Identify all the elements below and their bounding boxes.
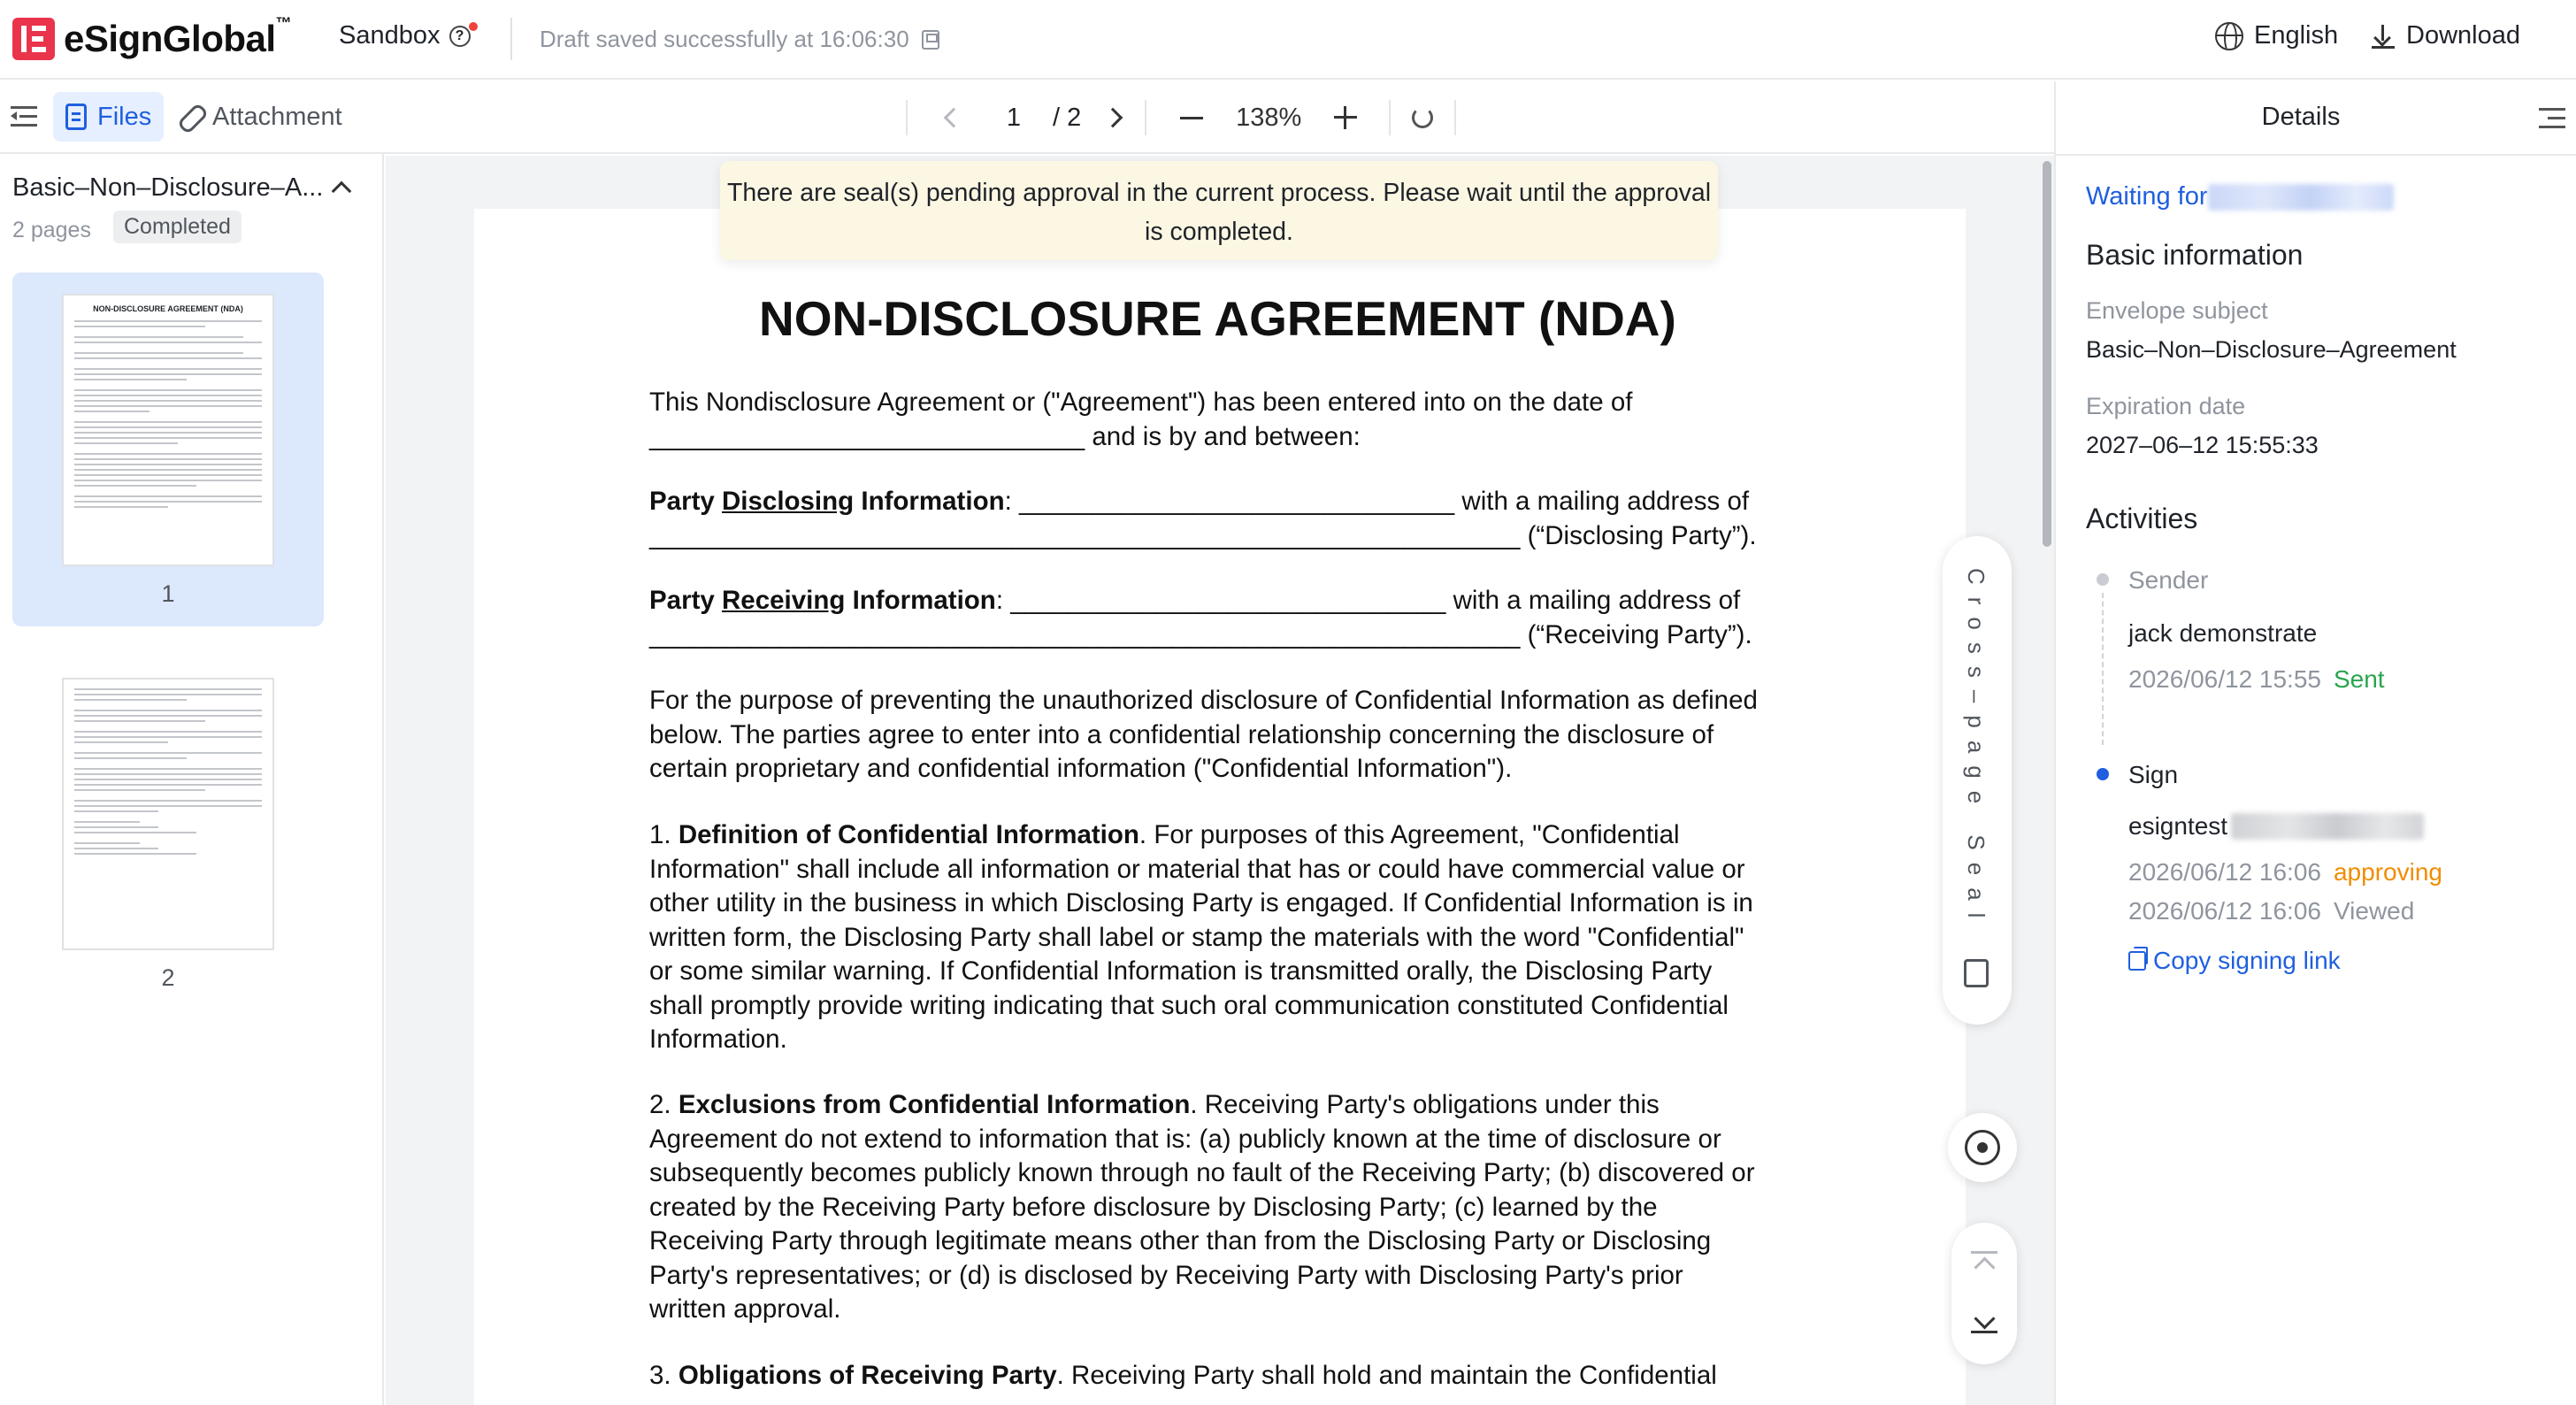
timeline-dot-active bbox=[2097, 768, 2109, 780]
document-title: NON-DISCLOSURE AGREEMENT (NDA) bbox=[759, 291, 1676, 346]
viewer-toolbar bbox=[0, 81, 2054, 154]
activity-role: Sign bbox=[2128, 761, 2179, 788]
notification-dot bbox=[469, 22, 478, 31]
language-selector[interactable] bbox=[2215, 21, 2338, 50]
details-title: Details bbox=[2261, 103, 2341, 131]
section-3-paragraph: 3. Obligations of Receiving Party. Receiving Party shall hold and maintain the Confidential bbox=[649, 1361, 1717, 1390]
page-total: / 2 bbox=[1053, 103, 1082, 132]
copy-icon bbox=[2128, 951, 2146, 971]
language-label: English bbox=[2254, 21, 2339, 50]
rotate-icon[interactable] bbox=[1412, 107, 1433, 128]
page-jump-controls bbox=[1951, 1223, 2017, 1364]
zoom-out-icon[interactable] bbox=[1180, 117, 1203, 119]
copy-signing-link-label: Copy signing link bbox=[2153, 947, 2341, 974]
file-icon bbox=[65, 104, 87, 130]
activity-time: 2026/06/12 15:55 Sent bbox=[2128, 665, 2385, 693]
toolbar-divider bbox=[1389, 100, 1391, 135]
details-header bbox=[2056, 81, 2576, 156]
collapse-sidebar-icon[interactable] bbox=[11, 104, 37, 129]
activity-name: jack demonstrate bbox=[2128, 619, 2318, 647]
toolbar-divider bbox=[1454, 100, 1456, 135]
header-divider bbox=[510, 18, 512, 60]
page-number-input[interactable]: 1 bbox=[1006, 103, 1022, 132]
timeline-dot bbox=[2097, 573, 2109, 586]
activities-heading: Activities bbox=[2086, 503, 2198, 534]
collapse-details-icon[interactable] bbox=[2539, 106, 2565, 131]
disclosing-party-paragraph: Party Disclosing Information: ______________________________ with a mailing address of ____________________________________________________________ (“Disclosing Party”). bbox=[649, 487, 1757, 550]
basic-information-heading: Basic information bbox=[2086, 239, 2304, 271]
environment-text: Sandbox bbox=[339, 21, 441, 50]
seal-icon bbox=[1964, 959, 1989, 987]
top-header bbox=[0, 0, 2576, 80]
toolbar-divider bbox=[906, 100, 908, 135]
purpose-paragraph: For the purpose of preventing the unauthorized disclosure of Confidential Information as defined below. The parties agree to enter into a confidential relationship concerning the disclosure of certain proprietary and confidential information ("Confidential Information"). bbox=[649, 686, 1758, 783]
jump-to-top-icon[interactable] bbox=[1971, 1251, 1997, 1272]
help-icon[interactable]: ? bbox=[449, 26, 471, 47]
status-sent: Sent bbox=[2333, 665, 2385, 693]
page-thumbnail-number: 1 bbox=[161, 580, 175, 607]
status-badge: Completed bbox=[113, 211, 242, 243]
status-approving: approving bbox=[2333, 858, 2442, 886]
activity-time: 2026/06/12 16:06 approving bbox=[2128, 858, 2442, 886]
document-name[interactable]: Basic–Non–Disclosure–A... bbox=[12, 173, 324, 202]
page-thumbnail-image: NON-DISCLOSURE AGREEMENT (NDA) bbox=[62, 294, 274, 566]
status-viewed: Viewed bbox=[2333, 897, 2415, 925]
cross-page-seal-label: Cross–page Seal bbox=[1963, 568, 1990, 931]
jump-to-bottom-icon[interactable] bbox=[1971, 1311, 1997, 1334]
envelope-subject-value: Basic–Non–Disclosure–Agreement bbox=[2086, 336, 2457, 363]
receiving-party-paragraph: Party Receiving Information: ______________________________ with a mailing address of ____________________________________________________________ (“Receiving Party”). bbox=[649, 586, 1752, 649]
download-icon bbox=[2371, 23, 2396, 50]
toolbar-divider bbox=[1145, 100, 1146, 135]
paperclip-icon bbox=[177, 104, 203, 130]
zoom-level[interactable]: 138% bbox=[1236, 103, 1302, 132]
globe-icon bbox=[2215, 22, 2243, 50]
locate-button[interactable] bbox=[1948, 1113, 2017, 1182]
tab-attachment-label: Attachment bbox=[212, 102, 342, 131]
expiration-date-label: Expiration date bbox=[2086, 393, 2246, 419]
activity-time: 2026/06/12 16:06 Viewed bbox=[2128, 897, 2415, 925]
intro-paragraph: This Nondisclosure Agreement or ("Agreement") has been entered into on the date of ______________________________ and is by and between: bbox=[649, 388, 1633, 451]
page-navigation bbox=[906, 81, 1456, 154]
download-button[interactable] bbox=[2371, 21, 2520, 50]
brand-logo[interactable] bbox=[12, 14, 292, 60]
waiting-for-status: Waiting for bbox=[2086, 182, 2394, 211]
timeline-line bbox=[2102, 593, 2104, 745]
tab-attachment[interactable] bbox=[177, 92, 342, 142]
files-panel bbox=[0, 154, 384, 1405]
page-thumbnail[interactable] bbox=[12, 656, 324, 1010]
activity-name: esigntest bbox=[2128, 812, 2424, 841]
details-panel bbox=[2054, 81, 2576, 1405]
redacted-name bbox=[2208, 184, 2394, 211]
target-icon bbox=[1965, 1130, 2000, 1165]
previous-page-icon[interactable] bbox=[944, 108, 964, 128]
page-thumbnail[interactable] bbox=[12, 273, 324, 626]
tab-files[interactable] bbox=[53, 92, 164, 142]
copy-signing-link[interactable] bbox=[2128, 947, 2341, 975]
expiration-date-value: 2027–06–12 15:55:33 bbox=[2086, 432, 2319, 458]
document-scrollbar[interactable] bbox=[2043, 161, 2051, 547]
page-count: 2 pages bbox=[12, 218, 91, 242]
brand-logo-icon bbox=[12, 18, 55, 60]
draft-status: Draft saved successfully at 16:06:30 bbox=[540, 26, 939, 53]
seal-approval-notice: There are seal(s) pending approval in the current process. Please wait until the approval is completed. bbox=[720, 161, 1718, 260]
zoom-in-icon[interactable] bbox=[1334, 106, 1357, 129]
redacted-name bbox=[2231, 813, 2424, 840]
section-1-paragraph: 1. Definition of Confidential Information. For purposes of this Agreement, "Confidential Information" shall include all information or material that has or could have commercial value or other utility in the business in which Disclosing Party is engaged. If Confidential Information is in written form, the Disclosing Party shall label or stamp the materials with the word "Confidential" or some similar warning. If Confidential Information is transmitted orally, the Disclosing Party shall promptly provide writing indicating that such oral communication constituted Confidential Information. bbox=[649, 820, 1753, 1054]
page-thumbnail-number: 2 bbox=[161, 964, 175, 991]
page-thumbnail-image bbox=[62, 678, 274, 950]
next-page-icon[interactable] bbox=[1103, 108, 1123, 128]
brand-name: eSignGlobal™ bbox=[64, 14, 292, 59]
tab-files-label: Files bbox=[97, 102, 152, 131]
envelope-subject-label: Envelope subject bbox=[2086, 297, 2268, 324]
section-2-paragraph: 2. Exclusions from Confidential Information. Receiving Party's obligations under this Agreement do not extend to information that is: (a) publicly known at the time of disclosure or subsequently becomes publicly known through no fault of the Receiving Party; (b) discovered or created by the Receiving Party before disclosure by Disclosing Party; (c) learned by the Receiving Party through legitimate means other than from the Disclosing Party or Disclosing Party's representatives; or (d) is disclosed by Receiving Party with Disclosing Party's prior written approval. bbox=[649, 1090, 1755, 1324]
cross-page-seal-button[interactable] bbox=[1943, 536, 2012, 1025]
environment-label[interactable] bbox=[339, 21, 471, 50]
download-label: Download bbox=[2406, 21, 2520, 50]
chevron-up-icon[interactable] bbox=[332, 181, 352, 202]
save-icon bbox=[922, 30, 939, 50]
activity-role: Sender bbox=[2128, 566, 2209, 594]
